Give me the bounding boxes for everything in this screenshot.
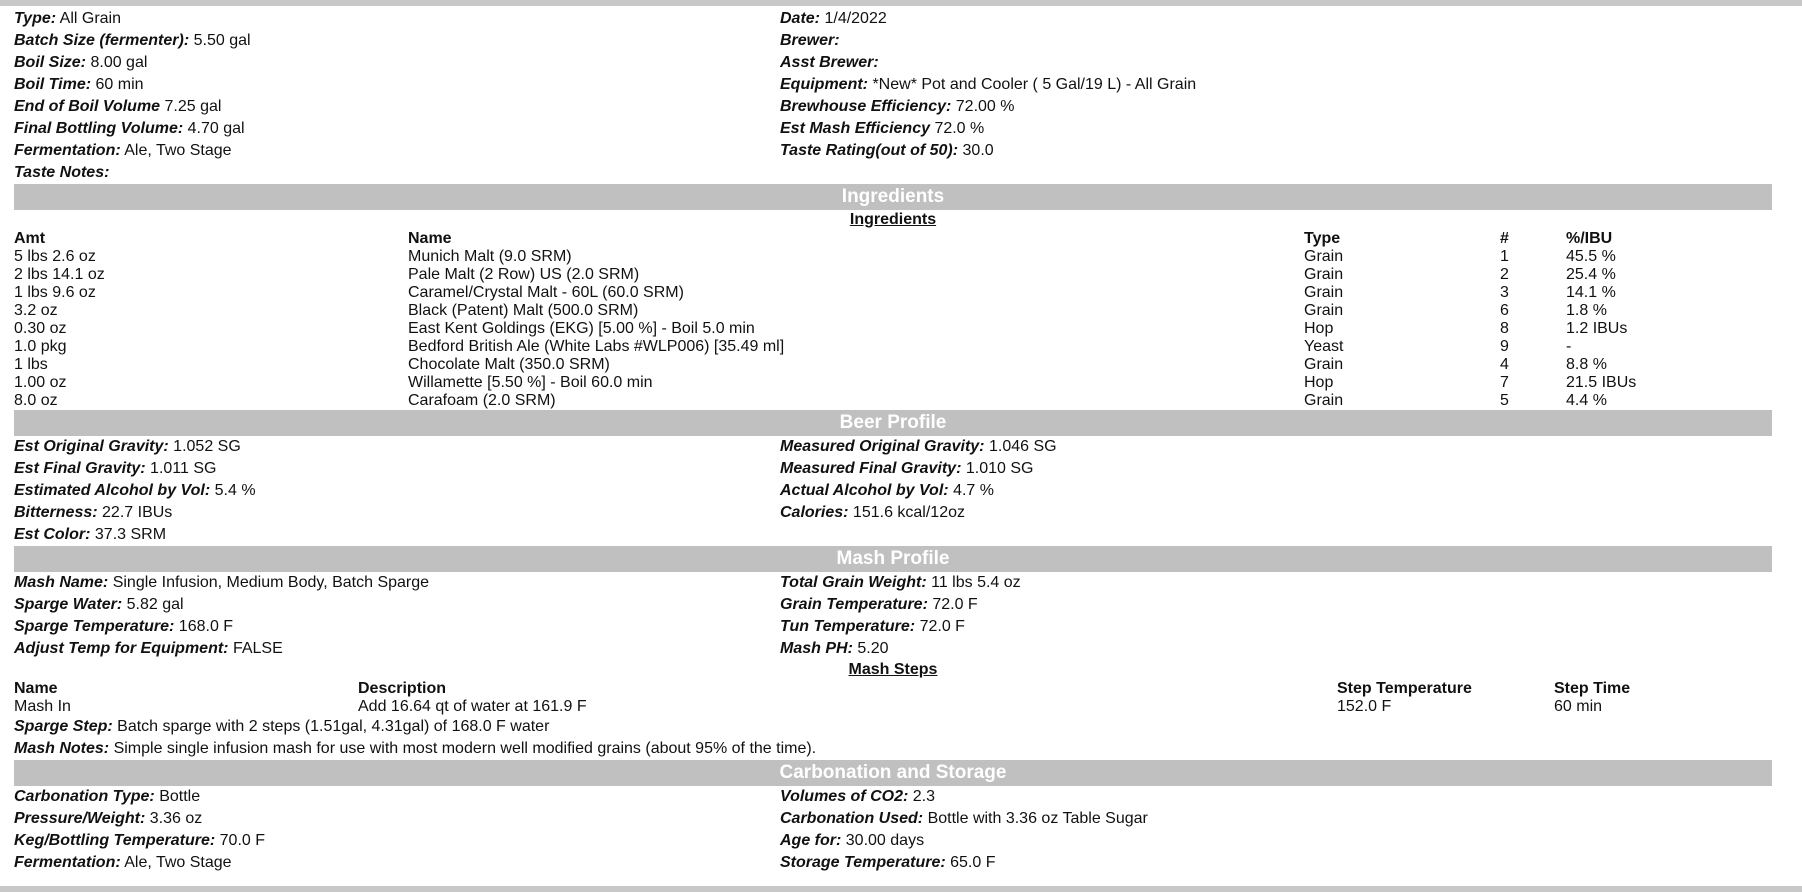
carbonation-left <box>14 786 780 874</box>
carbonation-storage <box>14 786 1772 874</box>
mash-steps-table <box>14 680 1772 716</box>
info-taste-notes: Taste Notes: <box>14 164 110 181</box>
info-brewer: Brewer: <box>780 32 840 49</box>
mash-profile <box>14 572 1772 660</box>
storage-temperature: Storage Temperature: 65.0 F <box>780 854 996 871</box>
mash-profile-left <box>14 572 780 660</box>
sparge-step: Sparge Step: Batch sparge with 2 steps (1.51gal, 4.31gal) of 168.0 F water <box>14 718 550 735</box>
col-header-ibu: %/IBU <box>1566 230 1613 247</box>
actual-abv: Actual Alcohol by Vol: 4.7 % <box>780 482 994 499</box>
recipe-info-left <box>14 8 780 184</box>
tun-temperature: Tun Temperature: 72.0 F <box>780 618 965 635</box>
volumes-of-co2: Volumes of CO2: 2.3 <box>780 788 936 805</box>
info-batch-size: Batch Size (fermenter): 5.50 gal <box>14 32 251 49</box>
beer-profile <box>14 436 1772 546</box>
est-original-gravity: Est Original Gravity: 1.052 SG <box>14 438 241 455</box>
info-est-mash-efficiency: Est Mash Efficiency 72.0 % <box>780 120 985 137</box>
info-asst-brewer: Asst Brewer: <box>780 54 879 71</box>
col-header-num: # <box>1500 230 1509 247</box>
col-header-step-name: Name <box>14 680 58 697</box>
adjust-temp-for-equipment: Adjust Temp for Equipment: FALSE <box>14 640 283 657</box>
table-row: 1.00 oz Willamette [5.50 %] - Boil 60.0 min Hop 7 21.5 IBUs <box>14 374 1637 391</box>
info-equipment: Equipment: *New* Pot and Cooler ( 5 Gal/19 L) - All Grain <box>780 76 1197 93</box>
recipe-info <box>14 8 1772 184</box>
beer-profile-right <box>780 436 1772 546</box>
ingredients-header-row <box>14 230 1772 248</box>
info-final-bottling-volume: Final Bottling Volume: 4.70 gal <box>14 120 245 137</box>
grain-temperature: Grain Temperature: 72.0 F <box>780 596 978 613</box>
sparge-temperature: Sparge Temperature: 168.0 F <box>14 618 234 635</box>
table-row: 5 lbs 2.6 oz Munich Malt (9.0 SRM) Grain 1 45.5 % <box>14 248 1616 265</box>
beer-profile-left <box>14 436 780 546</box>
col-header-step-temperature: Step Temperature <box>1337 680 1472 697</box>
table-row: 0.30 oz East Kent Goldings (EKG) [5.00 %] - Boil 5.0 min Hop 8 1.2 IBUs <box>14 320 1628 337</box>
bitterness: Bitterness: 22.7 IBUs <box>14 504 173 521</box>
col-header-name: Name <box>408 230 452 247</box>
table-row: 3.2 oz Black (Patent) Malt (500.0 SRM) Grain 6 1.8 % <box>14 302 1607 319</box>
estimated-abv: Estimated Alcohol by Vol: 5.4 % <box>14 482 256 499</box>
table-row: 8.0 oz Carafoam (2.0 SRM) Grain 5 4.4 % <box>14 392 1607 409</box>
pressure-weight: Pressure/Weight: 3.36 oz <box>14 810 203 827</box>
mash-steps-header-row <box>14 680 1772 698</box>
carbonation-type: Carbonation Type: Bottle <box>14 788 201 805</box>
col-header-step-description: Description <box>358 680 447 697</box>
ingredients-subtitle: Ingredients <box>849 211 937 228</box>
bottom-border <box>0 886 1802 892</box>
info-taste-rating: Taste Rating(out of 50): 30.0 <box>780 142 994 159</box>
keg-bottling-temperature: Keg/Bottling Temperature: 70.0 F <box>14 832 266 849</box>
mash-profile-right <box>780 572 1772 660</box>
info-boil-size: Boil Size: 8.00 gal <box>14 54 148 71</box>
est-final-gravity: Est Final Gravity: 1.011 SG <box>14 460 217 477</box>
carbonation-right <box>780 786 1772 874</box>
info-fermentation: Fermentation: Ale, Two Stage <box>14 142 232 159</box>
table-row: 1 lbs Chocolate Malt (350.0 SRM) Grain 4 8.8 % <box>14 356 1607 373</box>
age-for: Age for: 30.00 days <box>780 832 925 849</box>
carbonation-fermentation: Fermentation: Ale, Two Stage <box>14 854 232 871</box>
measured-final-gravity: Measured Final Gravity: 1.010 SG <box>780 460 1034 477</box>
est-color: Est Color: 37.3 SRM <box>14 526 167 543</box>
mash-ph: Mash PH: 5.20 <box>780 640 889 657</box>
info-brewhouse-efficiency: Brewhouse Efficiency: 72.00 % <box>780 98 1015 115</box>
col-header-step-time: Step Time <box>1554 680 1631 697</box>
beer-profile-band: Beer Profile <box>14 410 1772 436</box>
carbonation-band: Carbonation and Storage <box>14 760 1772 786</box>
ingredients-band: Ingredients <box>14 184 1772 210</box>
mash-name: Mash Name: Single Infusion, Medium Body, Batch Sparge <box>14 574 430 591</box>
mash-notes: Mash Notes: Simple single infusion mash for use with most modern well modified grains (about 95% of the time). <box>14 740 817 757</box>
recipe-report <box>14 8 1772 874</box>
table-row: 1.0 pkg Bedford British Ale (White Labs #WLP006) [35.49 ml] Yeast 9 - <box>14 338 1572 355</box>
col-header-amt: Amt <box>14 230 46 247</box>
col-header-type: Type <box>1304 230 1341 247</box>
sparge-water: Sparge Water: 5.82 gal <box>14 596 184 613</box>
table-row: 2 lbs 14.1 oz Pale Malt (2 Row) US (2.0 SRM) Grain 2 25.4 % <box>14 266 1616 283</box>
top-border <box>0 0 1802 6</box>
table-row: Mash In Add 16.64 qt of water at 161.9 F 152.0 F 60 min <box>14 698 1603 715</box>
table-row: 1 lbs 9.6 oz Caramel/Crystal Malt - 60L (60.0 SRM) Grain 3 14.1 % <box>14 284 1616 301</box>
info-type: Type: All Grain <box>14 10 121 27</box>
ingredients-table <box>14 230 1772 410</box>
info-end-of-boil-volume: End of Boil Volume 7.25 gal <box>14 98 222 115</box>
recipe-info-right <box>780 8 1772 184</box>
info-date: Date: 1/4/2022 <box>780 10 887 27</box>
mash-profile-band: Mash Profile <box>14 546 1772 572</box>
calories: Calories: 151.6 kcal/12oz <box>780 504 965 521</box>
measured-original-gravity: Measured Original Gravity: 1.046 SG <box>780 438 1057 455</box>
carbonation-used: Carbonation Used: Bottle with 3.36 oz Table Sugar <box>780 810 1148 827</box>
info-boil-time: Boil Time: 60 min <box>14 76 144 93</box>
mash-steps-subtitle: Mash Steps <box>848 661 938 678</box>
total-grain-weight: Total Grain Weight: 11 lbs 5.4 oz <box>780 574 1021 591</box>
